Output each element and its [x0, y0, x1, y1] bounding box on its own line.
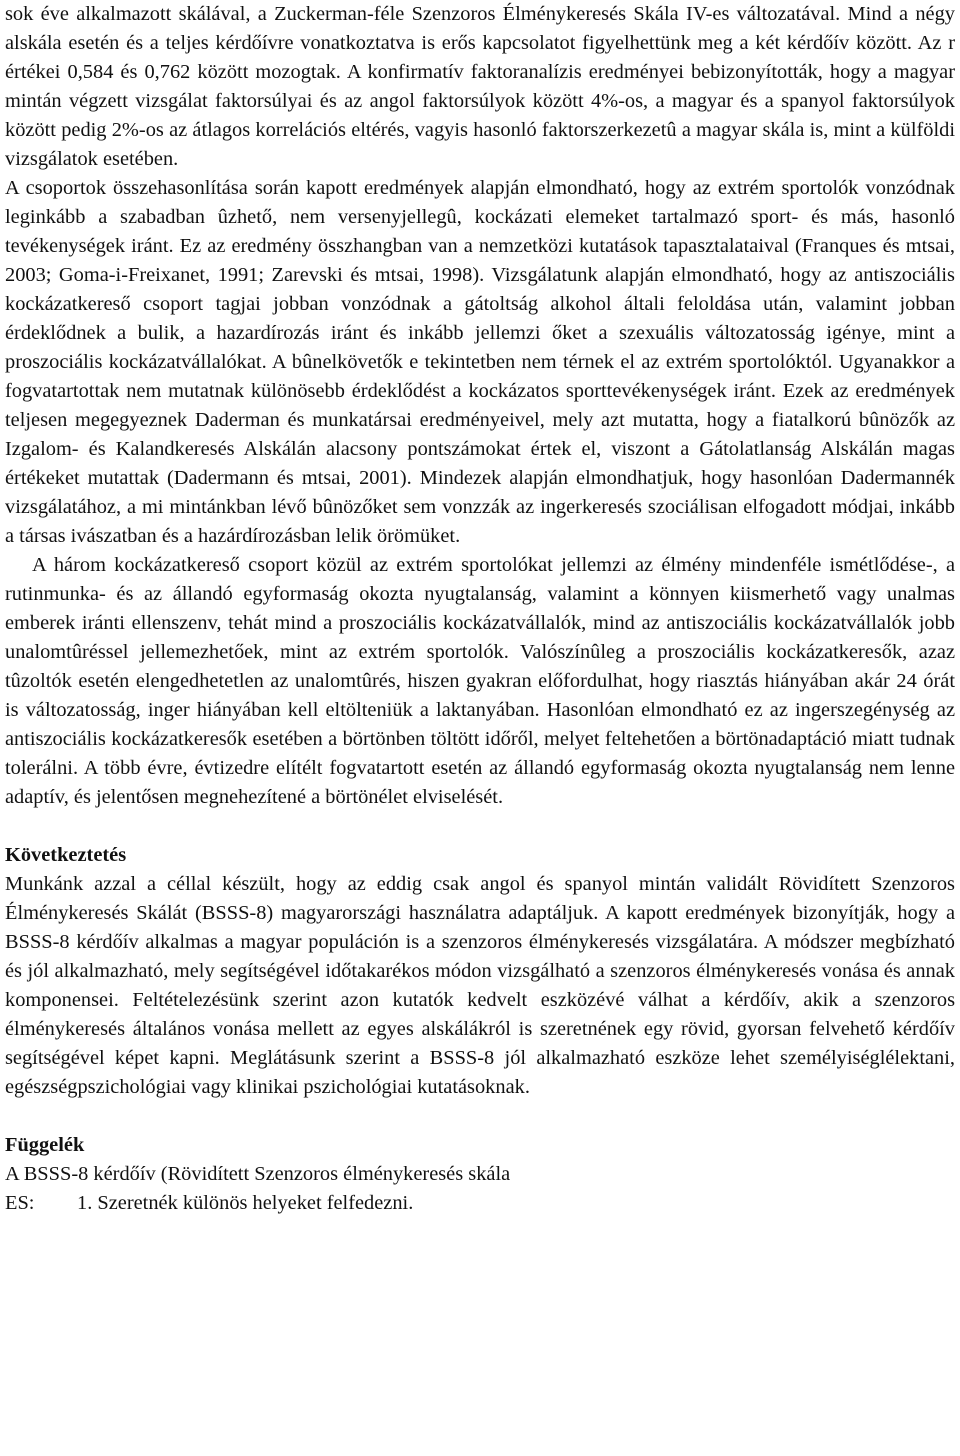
body-paragraph-3: A három kockázatkereső csoport közül az extrém sportolókat jellemzi az élmény mindenféle ismétlődése-, a rutinmunka- és az állandó egyformaság okozta nyugtalanság, valamint a könnyen kiismerhető vagy unalmas emberek iránti ellenszenv, tehát mind a proszociális kockázatvállalók, mind az antiszociális kockázatvállalók jobb unalomtûréssel jellemezhetőek, mint az extrém sportolók. Valószínûleg a proszociális kockázatkeresők, azaz tûzoltók esetén elengedhetetlen az unalomtûrés, hiszen gyakran előfordulhat, hogy riasztás hiányában akár 24 órát is változatosság, inger hiányában kell eltölteniük a laktanyában. Hasonlóan elmondható ez az ingerszegénység az antiszociális kockázatkeresők esetében a börtönben töltött időről, melyet feltehetően a börtönadaptáció miatt tudnak tolerálni. A több évre, évtizedre elítélt fogvatartott esetén az állandó egyformaság okozta nyugtalanság nem lenne adaptív, és jelentősen megnehezítené a börtönélet elviselését.: [5, 554, 955, 808]
appendix-item-line: [5, 1189, 955, 1218]
body-paragraph-2: A csoportok összehasonlítása során kapott eredmények alapján elmondható, hogy az extrém sportolók vonzódnak leginkább a szabadban ûzhető, nem versenyjellegû, kockázati elemeket tartalmazó sport- és más, hasonló tevékenységek iránt. Ez az eredmény összhangban van a nemzetközi kutatások tapasztalataival (Franques és mtsai, 2003; Goma-i-Freixanet, 1991; Zarevski és mtsai, 1998). Vizsgálatunk alapján elmondható, hogy az antiszociális kockázatkereső csoport tagjai jobban vonzódnak a gátoltság alkohol általi feloldása után, valamint jobban érdeklődnek a bulik, a hazardírozás iránt és inkább jellemzi őket a szexuális változatosság igénye, mint a proszociális kockázatvállalókat. A bûnelkövetők e tekintetben nem térnek el az extrém sportolóktól. Ugyanakkor a fogvatartottak nem mutatnak különösebb érdeklődést a kockázatos sporttevékenységek iránt. Ezek az eredmények teljesen megegyeznek Daderman és munkatársai eredményeivel, mely azt mutatta, hogy a fiatalkorú bûnözők az Izgalom- és Kalandkeresés Alskálán alacsony pontszámokat értek el, viszont a Gátolatlanság Alskálán magas értékeket mutattak (Dadermann és mtsai, 2001). Mindezek alapján elmondhatjuk, hogy hasonlóan Dadermannék vizsgálatához, a mi mintánkban lévő bûnözőket sem vonzzák az ingerkeresés szociálisan elfogadott módjai, inkább a társas ivászatban és a hazárdírozásban lelik örömüket.: [5, 177, 955, 547]
document-page: [5, 0, 955, 1218]
conclusion-paragraph: Munkánk azzal a céllal készült, hogy az eddig csak angol és spanyol mintán validált Rövidített Szenzoros Élménykeresés Skálát (BSSS-8) magyarországi használatra adaptáljuk. A kapott eredmények bizonyítják, hogy a BSSS-8 kérdőív alkalmas a magyar populáción is a szenzoros élménykeresés vizsgálatára. A módszer megbízható és jól alkalmazható, mely segítségével időtakarékos módon vizsgálható a szenzoros élménykeresés vonása és annak komponensei. Feltételezésünk szerint azon kutatók kedvelt eszközévé válhat a kérdőív, akik a szenzoros élménykeresés általános vonása mellett az egyes alskálákról is szeretnének egy rövid, gyorsan felvehető kérdőív segítségével képet kapni. Meglátásunk szerint a BSSS-8 jól alkalmazható eszköze lehet személyiséglélektani, egészségpszichológiai vagy klinikai pszichológiai kutatásoknak.: [5, 873, 955, 1098]
es-label: ES:: [5, 1192, 35, 1214]
conclusion-heading: Következtetés: [5, 844, 127, 866]
appendix-heading: Függelék: [5, 1134, 85, 1156]
body-paragraph-1: sok éve alkalmazott skálával, a Zuckerman-féle Szenzoros Élménykeresés Skála IV-es változatával. Mind a négy alskála esetén és a teljes kérdőívre vonatkoztatva is erős kapcsolatot figyelhettünk meg a két kérdőív között. Az r értékei 0,584 és 0,762 között mozogtak. A konfirmatív faktoranalízis eredményei bebizonyították, hogy a magyar mintán végzett vizsgálat faktorsúlyai és az angol faktorsúlyok között 4%-os, a magyar és a spanyol faktorsúlyok között pedig 2%-os az átlagos korrelációs eltérés, vagyis hasonló faktorszerkezetû a magyar skála is, mint a külföldi vizsgálatok esetében.: [5, 3, 955, 170]
appendix-title-line: A BSSS-8 kérdőív (Rövidített Szenzoros élménykeresés skála: [5, 1163, 511, 1185]
es-item-text: 1. Szeretnék különös helyeket felfedezni.: [77, 1192, 414, 1214]
section-gap: [5, 812, 955, 841]
section-gap: [5, 1102, 955, 1131]
